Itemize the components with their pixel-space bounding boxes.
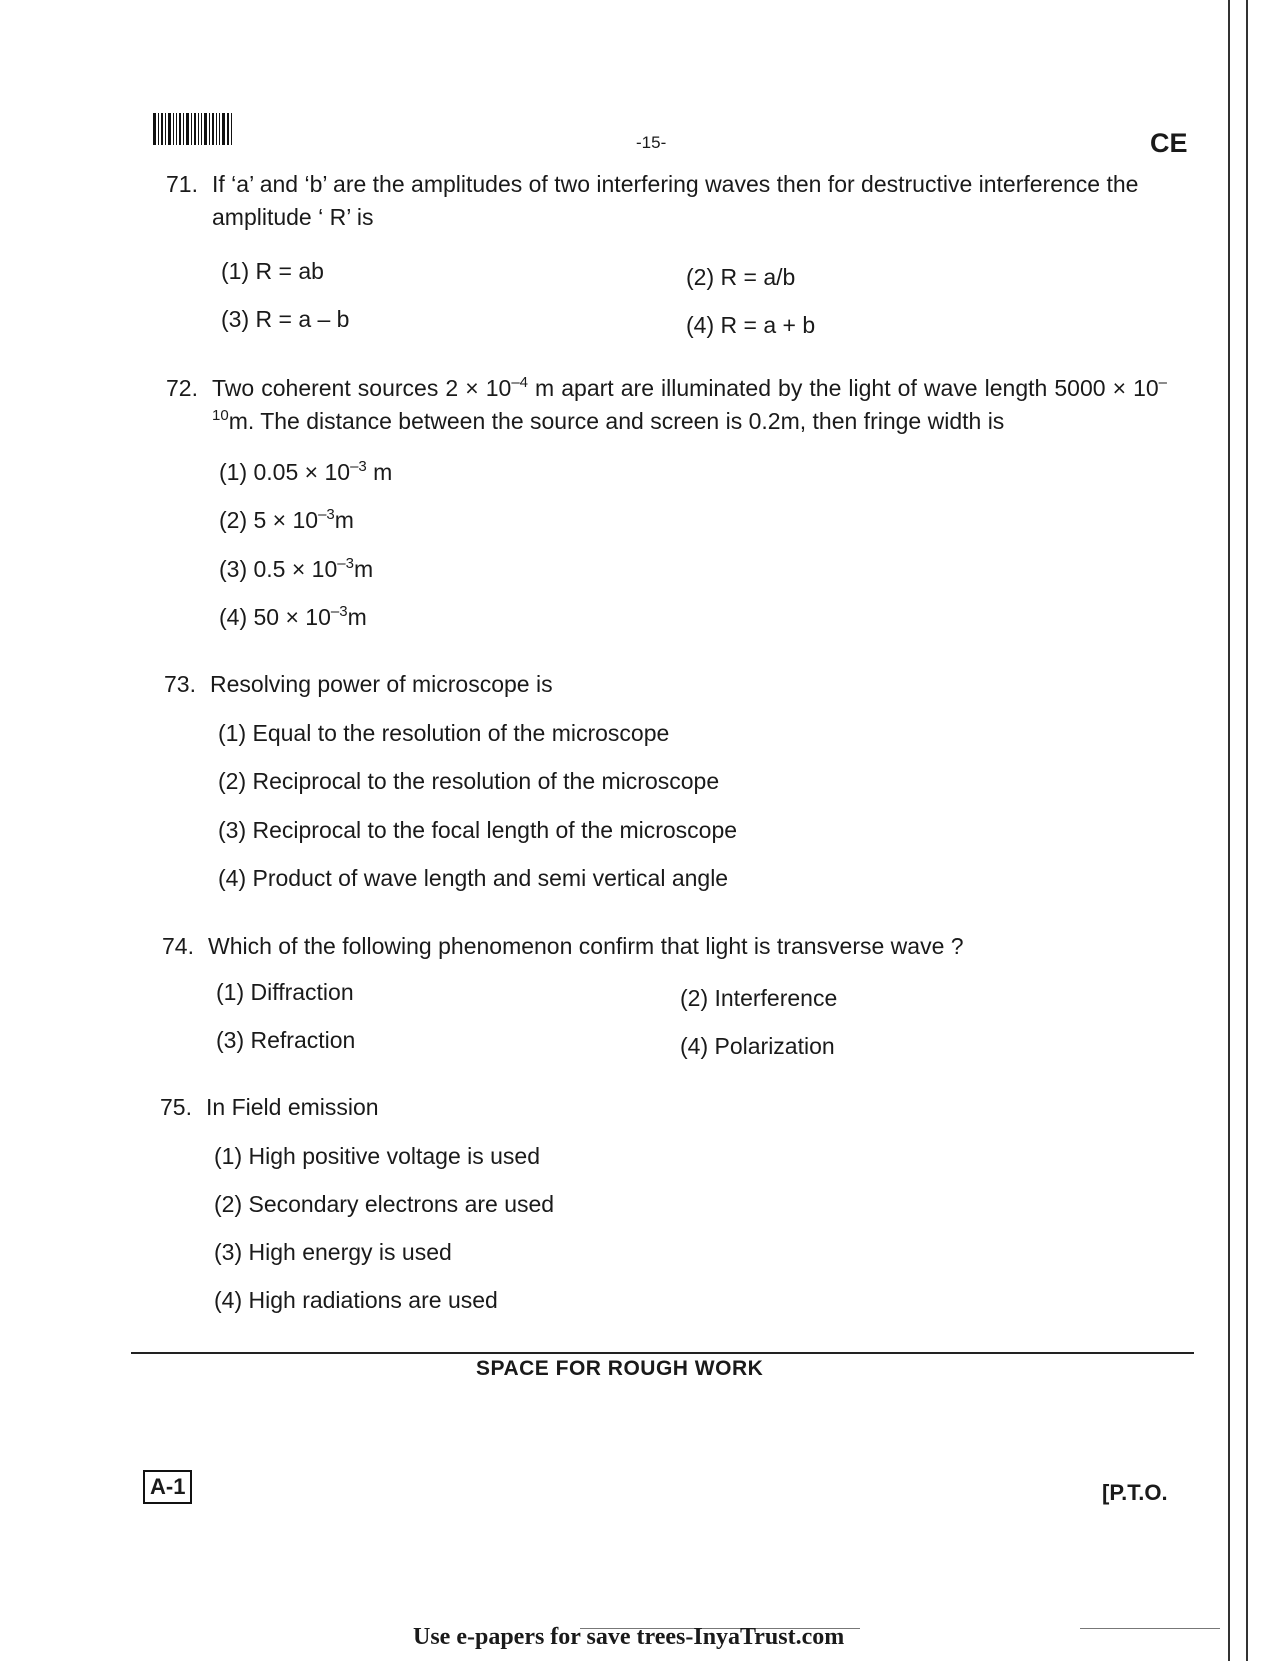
- rough-work-label: SPACE FOR ROUGH WORK: [476, 1357, 764, 1380]
- question-text: Resolving power of microscope is: [210, 671, 553, 697]
- option-4: (4) Product of wave length and semi vertical angle: [218, 865, 729, 891]
- option-3: (3) High energy is used: [214, 1239, 452, 1265]
- booklet-label: A-1: [143, 1470, 192, 1504]
- question-number: 71.: [166, 171, 198, 197]
- option-1: (1) Diffraction: [216, 979, 354, 1005]
- barcode-image: [153, 113, 247, 145]
- option-1: (1) R = ab: [221, 258, 324, 284]
- option-2: (2) Interference: [680, 985, 838, 1011]
- option-2: (2) Secondary electrons are used: [214, 1191, 555, 1217]
- option-2: (2) Reciprocal to the resolution of the microscope: [218, 768, 720, 794]
- footer-text: Use e-papers for save trees-InyaTrust.com: [413, 1624, 845, 1650]
- question-text: In Field emission: [206, 1094, 379, 1120]
- question-text: Two coherent sources $2 \times 10^{-4}$ m apart are illuminated by the light of wave length $5000 \times 10^{-10}m$. The distance between the source and screen is 0.2m, then fringe width is: [212, 374, 1167, 434]
- option-4: (4) $50 \times 10^{-3}m$: [219, 603, 367, 630]
- option-1: (1) Equal to the resolution of the microscope: [218, 720, 670, 746]
- question-number: 73.: [164, 671, 196, 697]
- divider-rule: [131, 1352, 1194, 1354]
- binding-edge-line: [1246, 0, 1248, 1661]
- pto-label: [P.T.O.: [1102, 1480, 1168, 1505]
- option-2: (2) $5 \times 10^{-3}m$: [219, 506, 354, 533]
- option-3: (3) R = a – b: [221, 306, 350, 332]
- option-4: (4) R = a + b: [686, 312, 816, 338]
- option-1: (1) High positive voltage is used: [214, 1143, 540, 1169]
- question-number: 74.: [162, 933, 194, 959]
- option-3: (3) Refraction: [216, 1027, 356, 1053]
- option-3: (3) Reciprocal to the focal length of the microscope: [218, 817, 738, 843]
- option-4: (4) Polarization: [680, 1033, 835, 1059]
- page-number: -15-: [636, 133, 667, 152]
- question-text: If ‘a’ and ‘b’ are the amplitudes of two interfering waves then for destructive interference the amplitude ‘ R’ is: [212, 171, 1139, 230]
- paper-code: CE: [1150, 128, 1188, 158]
- option-2: (2) R = a/b: [686, 264, 796, 290]
- option-1: (1) $0.05 \times 10^{-3}$ m: [219, 458, 393, 485]
- question-number: 72.: [166, 375, 198, 401]
- question-number: 75.: [160, 1094, 192, 1120]
- option-3: (3) $0.5 \times 10^{-3}m$: [219, 555, 374, 582]
- question-text: Which of the following phenomenon confirm that light is transverse wave ?: [208, 933, 964, 959]
- footer-dash-line: [1080, 1628, 1220, 1629]
- option-4: (4) High radiations are used: [214, 1287, 498, 1313]
- binding-edge-line: [1228, 0, 1230, 1661]
